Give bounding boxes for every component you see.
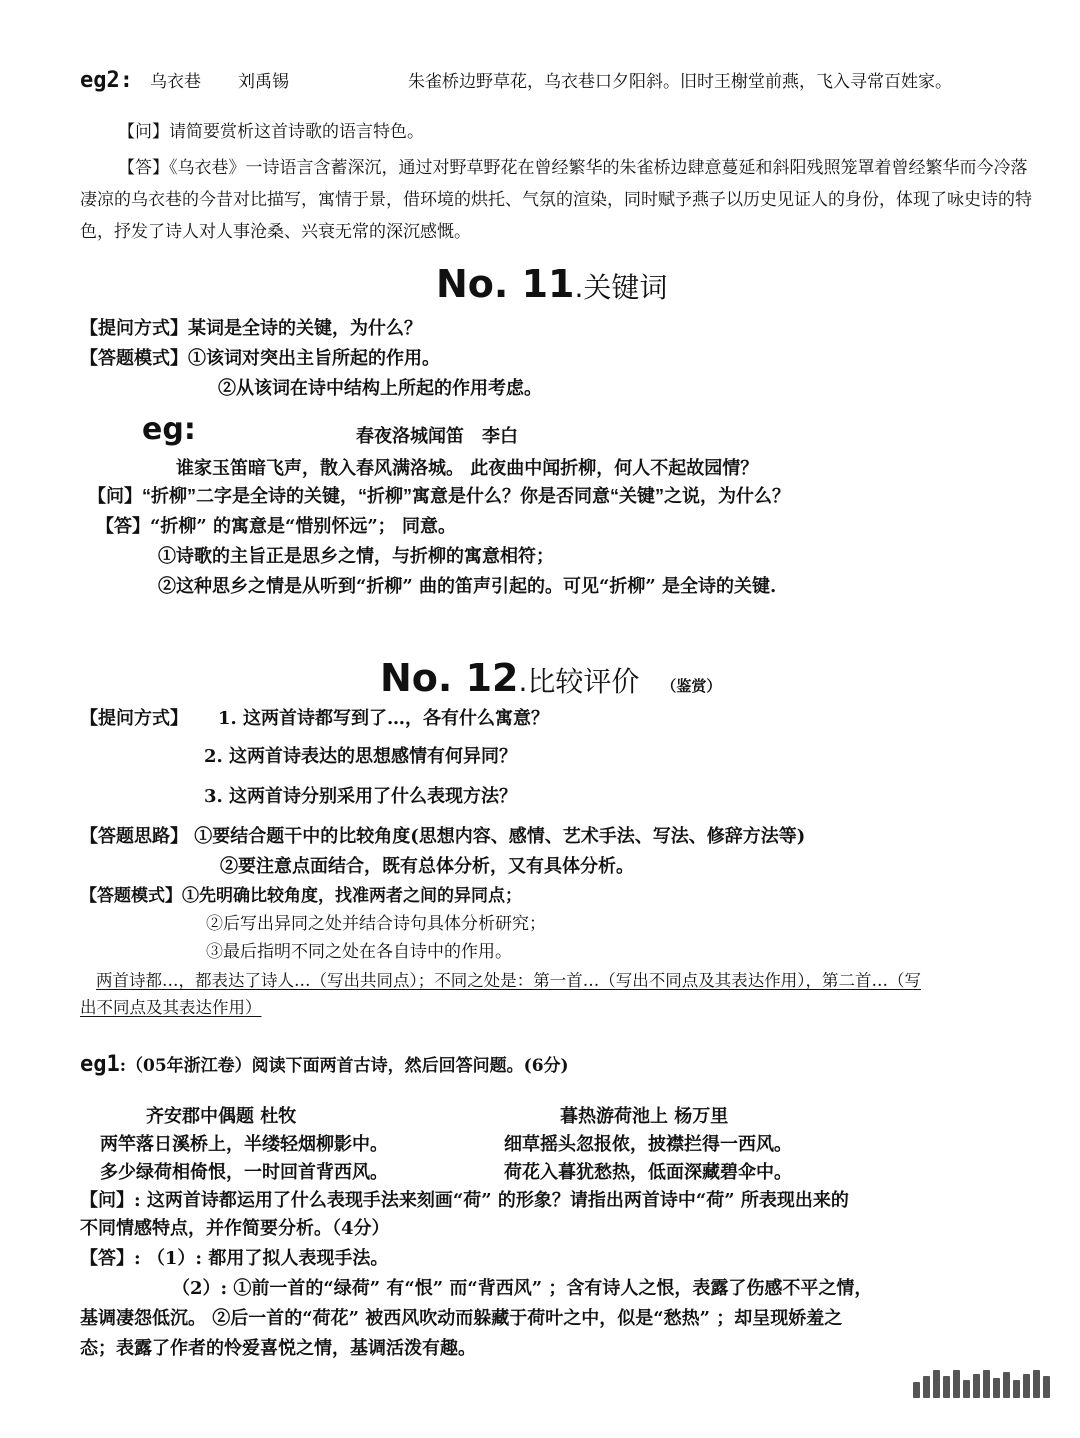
eg1-poem2-line-1: 细草摇头忽报侬，披襟拦得一西风。 (504, 1134, 792, 1155)
eg2-poem-title: 乌衣巷 (150, 72, 201, 91)
eg2-poem-author: 刘禹锡 (238, 72, 289, 91)
section12-model-2: ②后写出异同之处并结合诗句具体分析研究； (206, 914, 546, 934)
section11-poem-title: 春夜洛城闻笛 李白 (356, 426, 518, 447)
eg2-label: eg2: (80, 68, 133, 93)
eg1-answer-2-line-1: （2）: ①前一首的“绿荷” 有“恨” 而“背西风” ；含有诗人之恨，表露了伤感不平之情， (172, 1278, 873, 1299)
section11-ask: 【提问方式】某词是全诗的关键，为什么？ (80, 318, 422, 339)
section11-model-2: ②从该词在诗中结构上所起的作用考虑。 (218, 378, 542, 399)
section12-idea-2: ②要注意点面结合，既有总体分析，又有具体分析。 (220, 856, 634, 877)
eg1-label: eg1 (80, 1052, 120, 1077)
section12-ask-2: 2. 这两首诗表达的思想感情有何异同？ (204, 746, 518, 767)
eg2-poem-text: 朱雀桥边野草花，乌衣巷口夕阳斜。旧时王榭堂前燕，飞入寻常百姓家。 (408, 72, 952, 91)
eg1-question-line-2: 不同情感特点，并作简要分析。（4分） (80, 1218, 390, 1239)
section11-eg-label-wrap (142, 412, 196, 448)
section12-idea-1: 【答题思路】 ①要结合题干中的比较角度(思想内容、感情、艺术手法、写法、修辞方法等) (80, 826, 806, 847)
watermark-icon (913, 1370, 1050, 1398)
eg1-poem1-line-1: 两竿落日溪桥上，半缕轻烟柳影中。 (100, 1134, 388, 1155)
eg1-poem2-line-2: 荷花入暮犹愁热，低面深藏碧伞中。 (504, 1162, 792, 1183)
section11-point-2: ②这种思乡之情是从听到“折柳” 曲的笛声引起的。可见“折柳” 是全诗的关键. (158, 576, 777, 597)
section12-subtitle: （鉴赏） (661, 677, 722, 695)
section12-ask-3: 3. 这两首诗分别采用了什么表现方法？ (204, 786, 518, 807)
eg1-question-line-1: 【问】: 这两首诗都运用了什么表现手法来刻画“荷” 的形象？请指出两首诗中“荷” 所表现出来的 (80, 1190, 849, 1211)
section12-ask-1: 1. 这两首诗都写到了…，各有什么寓意？ (218, 708, 550, 729)
section12-template-line-2: 出不同点及其表达作用） (80, 998, 262, 1017)
section11-model-1: 【答题模式】①该词对突出主旨所起的作用。 (80, 348, 440, 369)
eg2-header (80, 68, 133, 94)
section12-ask-label: 【提问方式】 (80, 708, 188, 729)
section12-title: .比较评价 (518, 665, 640, 698)
section11-question: 【问】“折柳”二字是全诗的关键，“折柳”寓意是什么？你是否同意“关键”之说，为什么？ (88, 486, 790, 506)
eg2-answer: 【答】《乌衣巷》一诗语言含蓄深沉，通过对野草野花在曾经繁华的朱雀桥边肆意蔓延和斜阳残照笼罩着曾经繁华而今冷落凄凉的乌衣巷的今昔对比描写，寓情于景，借环境的烘托、气氛的渲染，同时赋予燕子以历史见证人的身份，体现了咏史诗的特色，抒发了诗人对人事沧桑、兴衰无常的深沉感慨。 (80, 158, 1032, 241)
section12-template-line-1: 两首诗都…，都表达了诗人…（写出共同点）；不同之处是：第一首…（写出不同点及其表达作用），第二首…（写 (96, 971, 921, 990)
eg1-poem1-title: 齐安郡中偶题 杜牧 (146, 1106, 297, 1127)
section11-heading (436, 262, 667, 306)
eg2-question: 【问】请简要赏析这首诗歌的语言特色。 (118, 122, 424, 141)
section11-answer: 【答】“折柳” 的寓意是“惜别怀远”； 同意。 (96, 516, 456, 537)
section12-number: No. 12 (380, 656, 519, 700)
eg1-answer-2-line-2: 基调凄怨低沉。 ②后一首的“荷花” 被西风吹动而躲藏于荷叶之中，似是“愁热” ；却呈现娇羞之 (80, 1308, 843, 1329)
eg1-answer-1: 【答】: （1）: 都用了拟人表现手法。 (80, 1248, 389, 1269)
section11-eg-label: eg: (142, 412, 196, 447)
eg1-header (80, 1052, 569, 1078)
eg1-poem1-line-2: 多少绿荷相倚恨，一时回首背西风。 (100, 1162, 388, 1183)
section11-point-1: ①诗歌的主旨正是思乡之情，与折柳的寓意相符； (158, 546, 554, 567)
section11-title: .关键词 (574, 271, 668, 304)
eg1-answer-2-line-3: 态；表露了作者的怜爱喜悦之情，基调活泼有趣。 (80, 1338, 476, 1359)
section11-number: No. 11 (436, 262, 575, 306)
eg1-poem2-title: 暮热游荷池上 杨万里 (560, 1106, 729, 1127)
eg1-intro: :（05年浙江卷）阅读下面两首古诗，然后回答问题。(6分) (119, 1056, 569, 1076)
section12-model-1: 【答题模式】①先明确比较角度，找准两者之间的异同点； (80, 886, 522, 906)
section12-model-3: ③最后指明不同之处在各自诗中的作用。 (206, 942, 512, 962)
section11-poem-text: 谁家玉笛暗飞声，散入春风满洛城。 此夜曲中闻折柳，何人不起故园情？ (176, 458, 759, 479)
section12-heading (380, 656, 721, 700)
